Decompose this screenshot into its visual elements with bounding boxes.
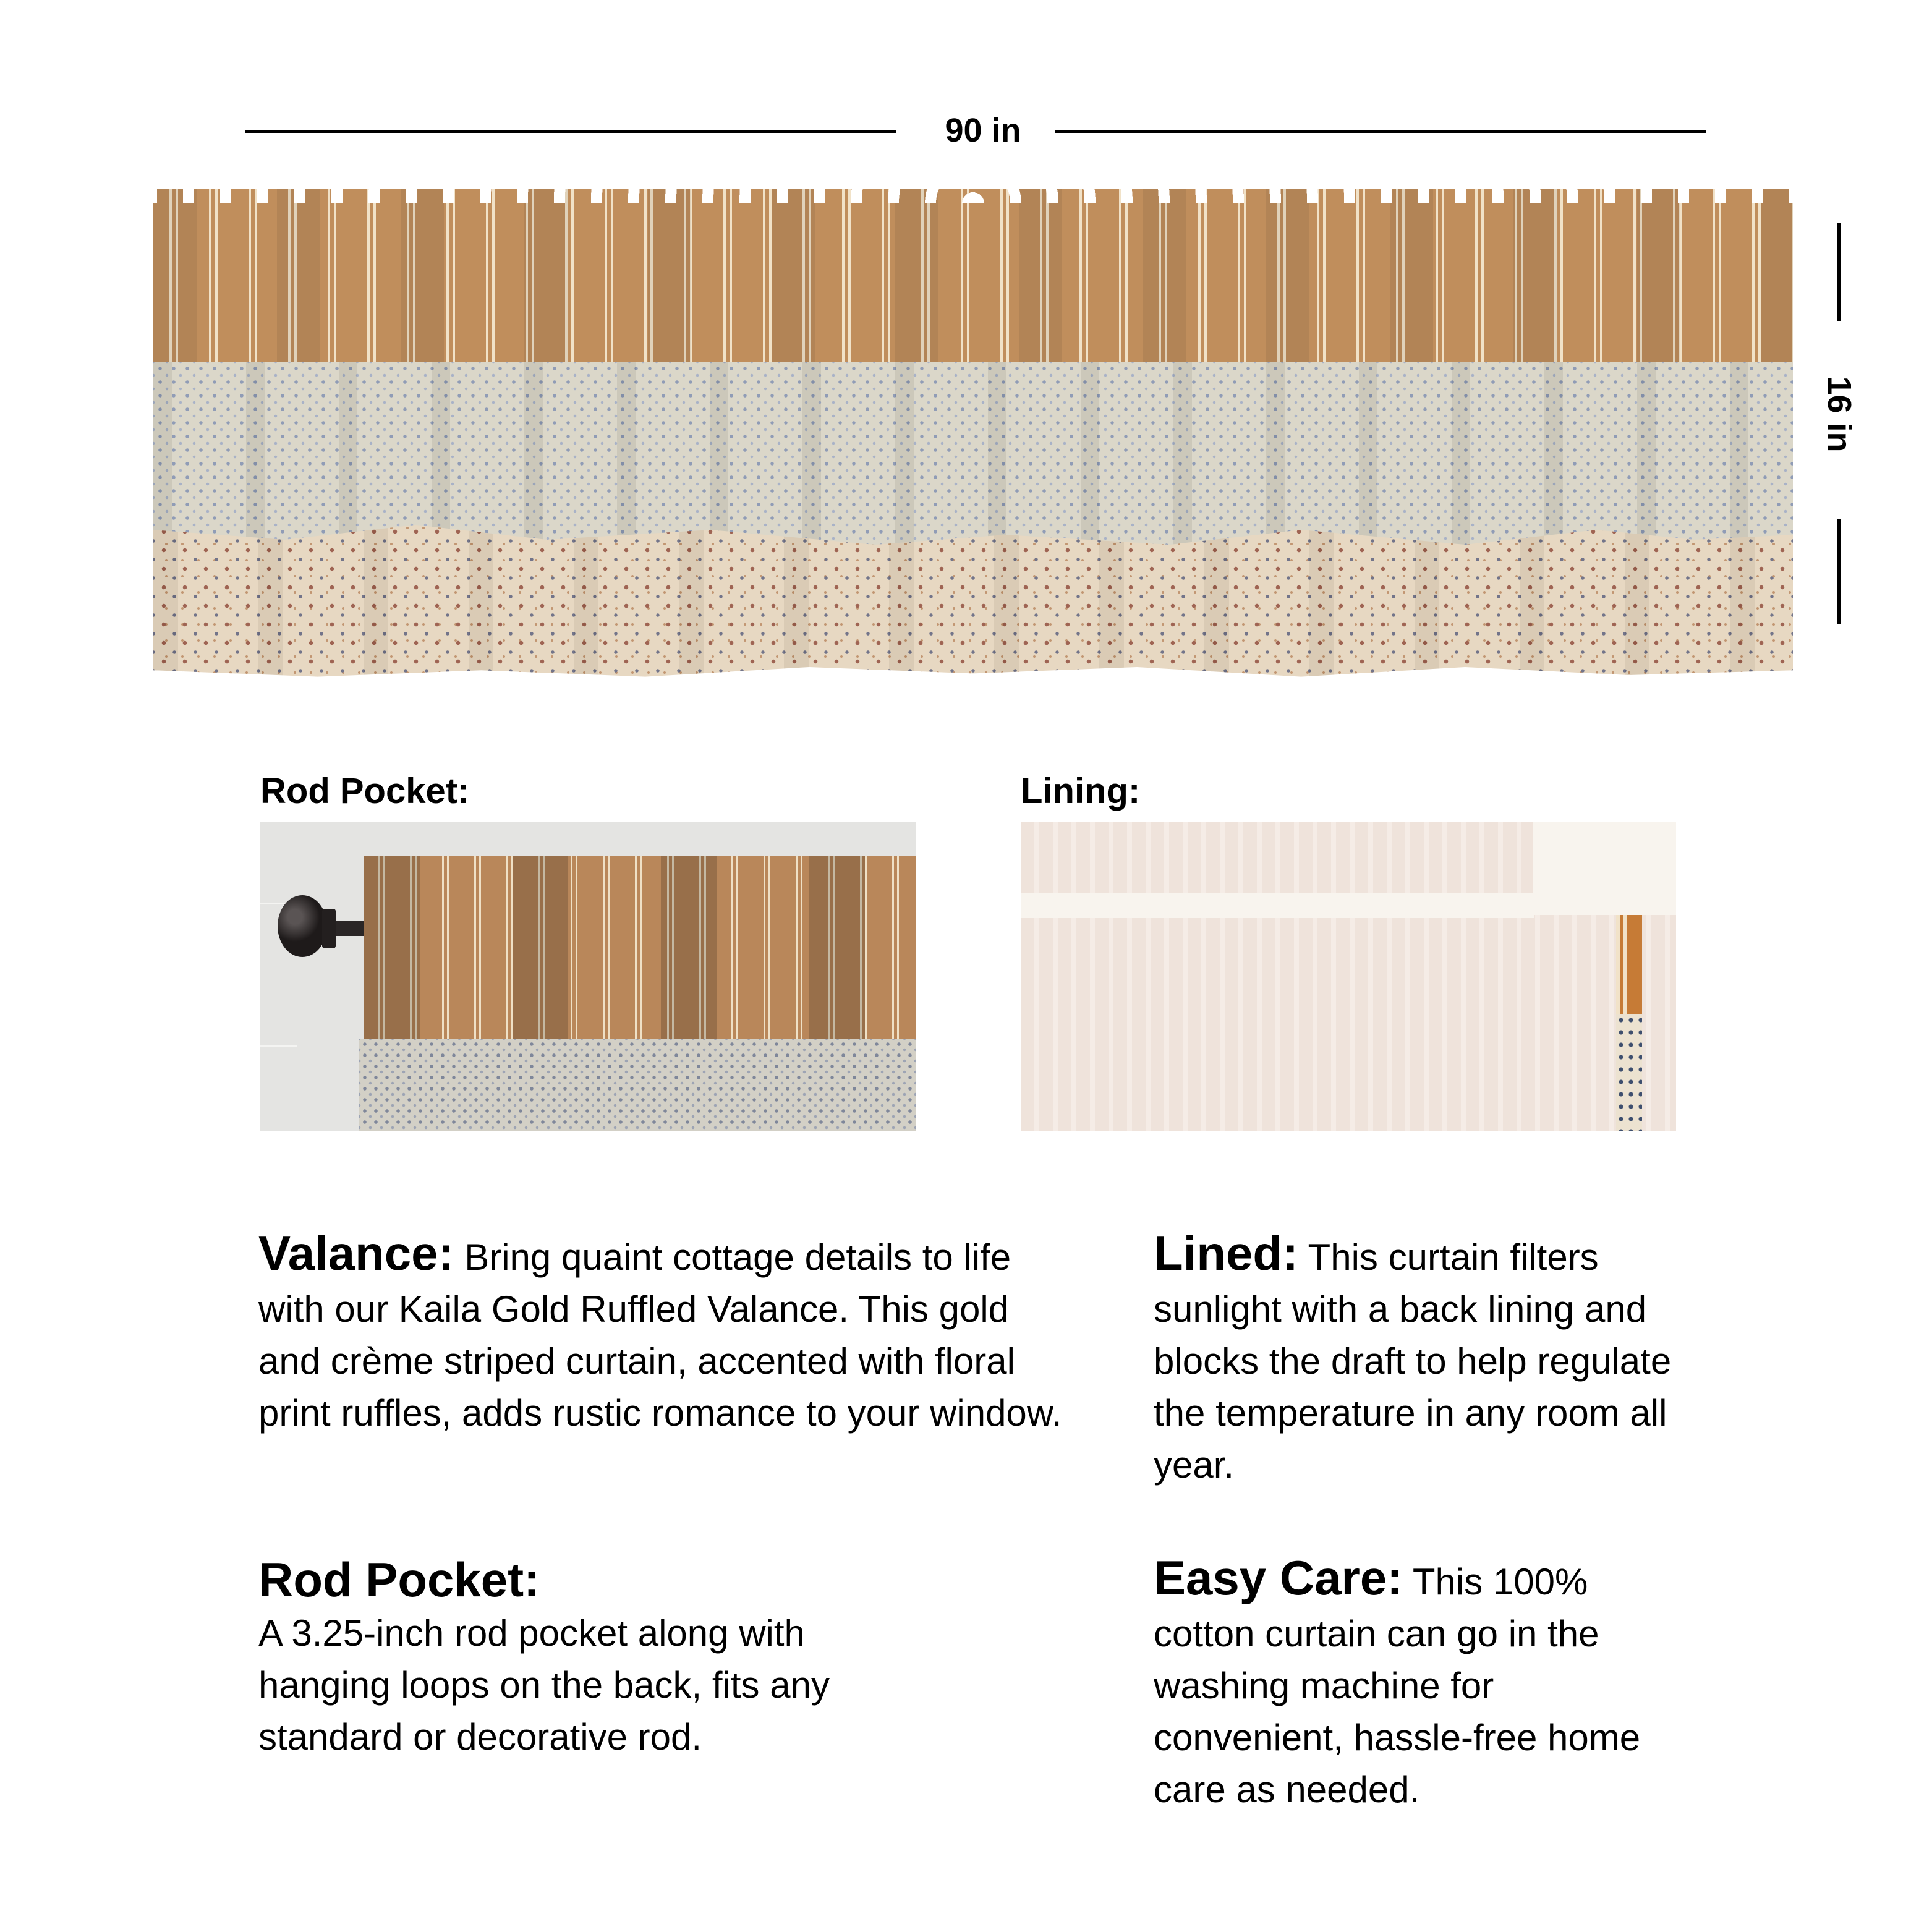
floral-fabric-edge (1616, 1014, 1642, 1131)
lining-horizontal-hem (1021, 893, 1534, 918)
feature-easy-care (1154, 1552, 1685, 1816)
feature-lined-heading: Lined: (1154, 1226, 1298, 1280)
rod-pocket-detail-title: Rod Pocket: (260, 771, 470, 811)
feature-easy-care-heading: Easy Care: (1154, 1551, 1403, 1605)
lining-corner-hem (1533, 822, 1676, 915)
feature-valance (258, 1227, 1075, 1439)
rod-pocket-detail-photo (260, 822, 916, 1131)
feature-lined (1154, 1227, 1685, 1491)
feature-rod-pocket-text: A 3.25-inch rod pocket along with hanging loops on the back, fits any standard or decorative rod. (258, 1612, 830, 1758)
blue-floral-ruffle-fabric (359, 1039, 916, 1131)
width-dimension-label: 90 in (945, 112, 1021, 149)
feature-valance-text: Bring quaint cottage details to life with our Kaila Gold Ruffled Valance. This gold and crème striped curtain, accented with floral print ruffles, adds rustic romance to your window. (258, 1236, 1062, 1434)
height-dimension-label: 16 in (1821, 376, 1858, 453)
feature-valance-heading: Valance: (258, 1226, 454, 1280)
feature-easy-care-text: This 100% cotton curtain can go in the washing machine for convenient, hassle-free home care as needed. (1154, 1561, 1641, 1810)
rose-floral-ruffle-band (153, 522, 1793, 683)
lining-detail-photo (1021, 822, 1676, 1131)
rod-finial-icon (278, 895, 327, 957)
lining-detail-title: Lining: (1021, 771, 1141, 811)
rod-collar (322, 909, 336, 948)
feature-lined-text: This curtain filters sunlight with a back lining and blocks the draft to help regulate the temperature in any room all year. (1154, 1236, 1672, 1486)
valance-product-image (153, 176, 1793, 683)
striped-rod-pocket-fabric (364, 856, 916, 1042)
height-dimension-line-top (1837, 223, 1841, 321)
wall-panel-seam (260, 1045, 297, 1047)
height-dimension-line-bottom (1837, 519, 1841, 624)
feature-rod-pocket (258, 1552, 938, 1763)
stripe-fabric-edge (1616, 915, 1642, 1014)
feature-rod-pocket-heading: Rod Pocket: (258, 1552, 540, 1607)
width-dimension-line-left (245, 130, 896, 133)
width-dimension-line-right (1055, 130, 1706, 133)
